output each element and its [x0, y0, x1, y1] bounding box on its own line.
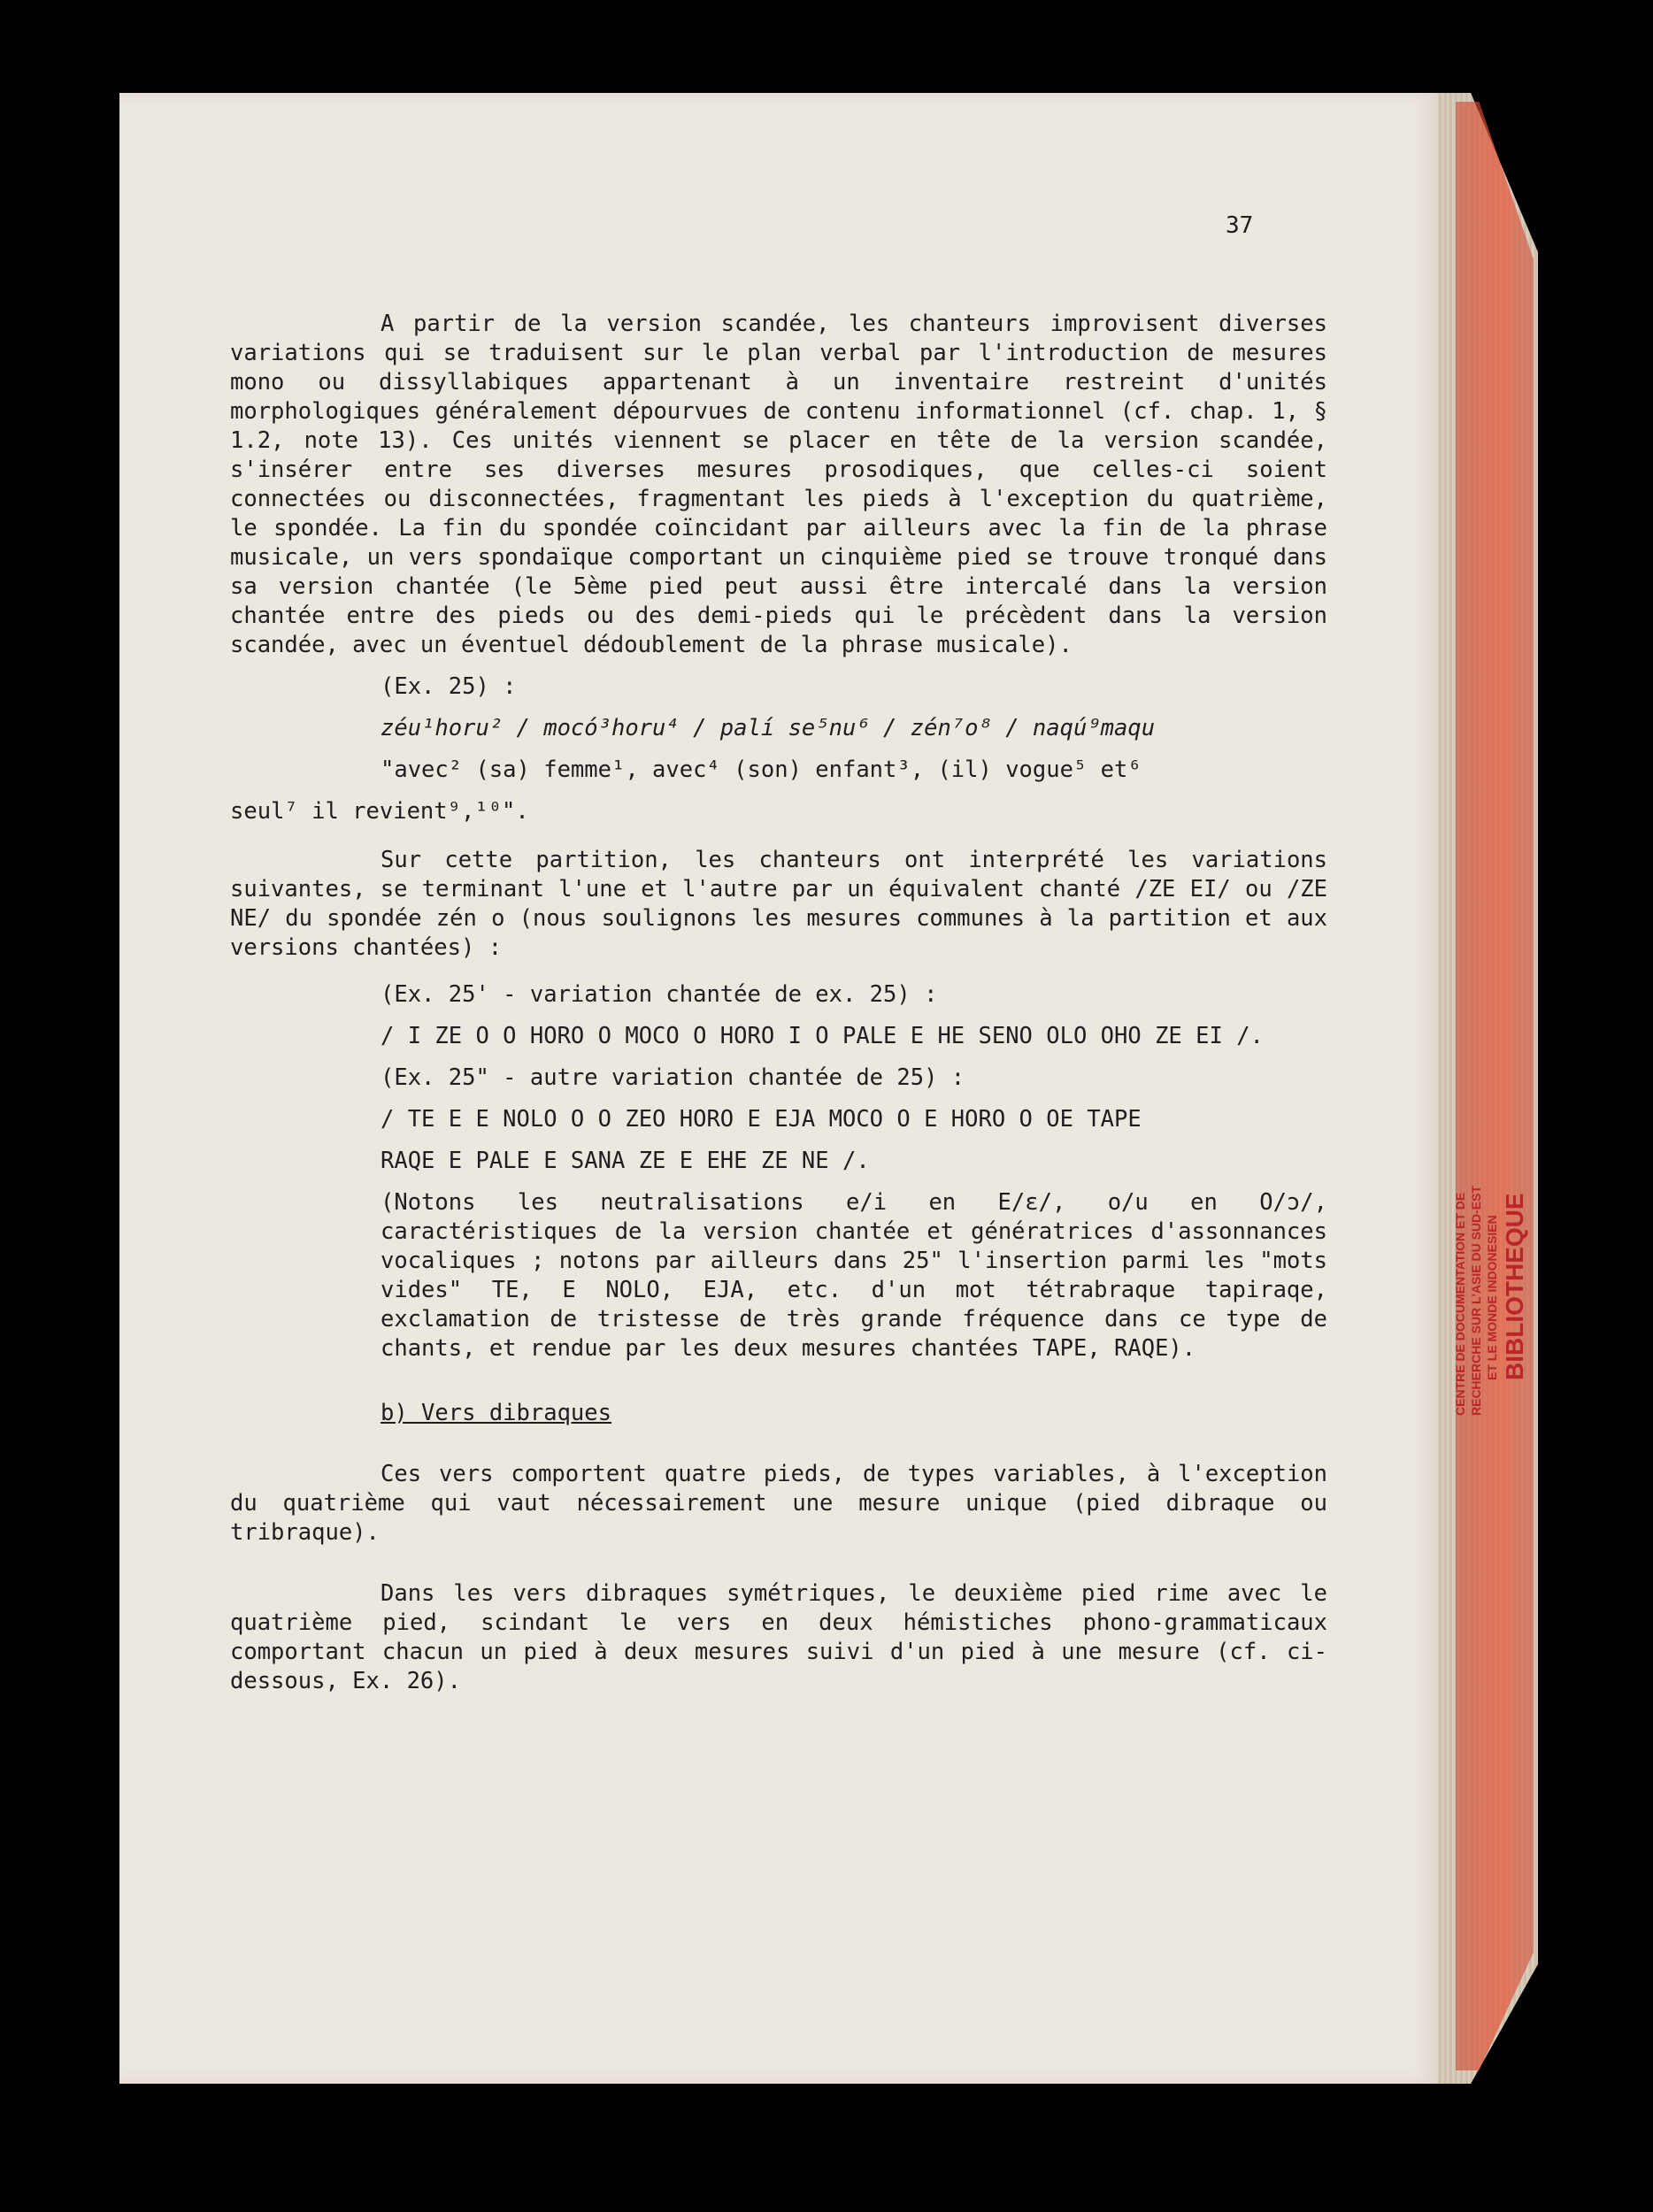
library-stamp [1451, 885, 1531, 1416]
example-25-gloss-1: "avec² (sa) femme¹, avec⁴ (son) enfant³, (il) vogue⁵ et⁶ [381, 757, 1142, 783]
example-25pp-label: (Ex. 25" - autre variation chantée de 25) : [381, 1064, 965, 1091]
stamp-line-4: BIBLIOTHEQUE [1501, 1193, 1528, 1380]
paragraph-3: Ces vers comportent quatre pieds, de types variables, à l'exception du quatrième qui vaut nécessairement une mesure unique (pied dibraque ou tribraque). [230, 1461, 1327, 1546]
example-25pp-line-2: RAQE E PALE E SANA ZE E EHE ZE NE /. [381, 1148, 870, 1174]
example-25p-label: (Ex. 25' - variation chantée de ex. 25) : [381, 981, 938, 1008]
stamp-line-2: RECHERCHE SUR L'ASIE DU SUD-EST [1469, 1185, 1483, 1416]
section-heading-b: b) Vers dibraques [381, 1400, 611, 1426]
stamp-line-1: CENTRE DE DOCUMENTATION ET DE [1453, 1192, 1467, 1416]
paragraph-2: Sur cette partition, les chanteurs ont interprété les variations suivantes, se terminant l'une et l'autre par un équivalent chanté /ZE EI/ ou /ZE NE/ du spondée zén o (nous soulignons les mesures communes à la partition et aux versions chantées) : [230, 847, 1327, 961]
paragraph-1: A partir de la version scandée, les chanteurs improvisent diverses variations qui se traduisent sur le plan verbal par l'introduction de mesures mono ou dissyllabiques appartenant à un inventaire restreint d'unités morphologiques généralement dépourvues de contenu informationnel (cf. chap. 1, § 1.2, note 13). Ces unités viennent se placer en tête de la version scandée, s'insérer entre ses diverses mesures prosodiques, que celles-ci soient connectées ou disconnectées, fragmentant les pieds à l'exception du quatrième, le spondée. La fin du spondée coïncidant par ailleurs avec la fin de la phrase musicale, un vers spondaïque comportant un cinquième pied se trouve tronqué dans sa version chantée (le 5ème pied peut aussi être intercalé dans la version chantée entre des pieds ou des demi-pieds qui le précèdent dans la version scandée, avec un éventuel dédoublement de la phrase musicale). [230, 311, 1327, 658]
stamp-line-3: ET LE MONDE INDONESIEN [1485, 1215, 1499, 1380]
example-25-gloss-2: seul⁷ il revient⁹,¹⁰". [230, 798, 529, 825]
example-25p-line: / I ZE O O HORO O MOCO O HORO I O PALE E HE SENO OLO OHO ZE EI /. [381, 1023, 1264, 1049]
book-page [119, 93, 1438, 2084]
neutralisation-note: (Notons les neutralisations e/i en E/ɛ/, o/u en O/ɔ/, caractéristiques de la version chantée et génératrices d'assonnances vocaliques ; notons par ailleurs dans 25" l'insertion parmi les "mots vides" TE, E NOLO, EJA, etc. d'un mot tétrabraque tapiraqe, exclamation de tristesse de très grande fréquence dans ce type de chants, et rendue par les deux mesures chantées TAPE, RAQE). [381, 1189, 1327, 1362]
example-25pp-line-1: / TE E E NOLO O O ZEO HORO E EJA MOCO O E HORO O OE TAPE [381, 1106, 1142, 1133]
page-number: 37 [1226, 212, 1254, 239]
page-body [230, 310, 1327, 1696]
example-25-label: (Ex. 25) : [381, 673, 517, 700]
paragraph-4: Dans les vers dibraques symétriques, le deuxième pied rime avec le quatrième pied, scindant le vers en deux hémistiches phono-grammaticaux comportant chacun un pied à deux mesures suivi d'un pied à une mesure (cf. ci-dessous, Ex. 26). [230, 1580, 1327, 1694]
example-25-line: zéu¹horu² / mocó³horu⁴ / palí se⁵nu⁶ / zén⁷o⁸ / naqú⁹maqu [381, 715, 1156, 741]
